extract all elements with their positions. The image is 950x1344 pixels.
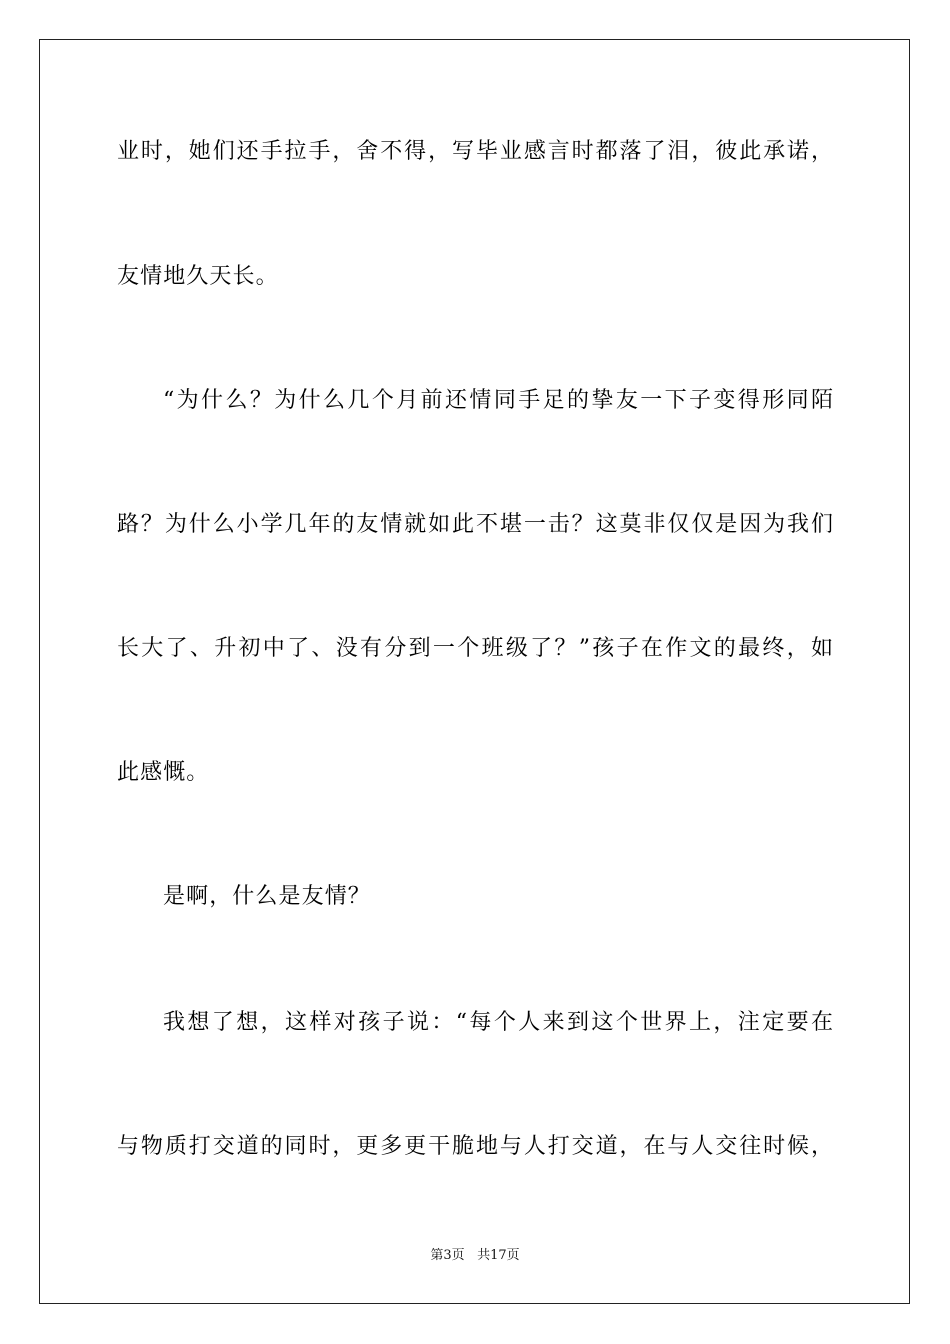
paragraph-line-1: 业时，她们还手拉手，舍不得，写毕业感言时都落了泪，彼此承诺， — [117, 139, 833, 164]
total-pages: 共17页 — [477, 1248, 520, 1263]
paragraph-line-5: 长大了、升初中了、没有分到一个班级了？”孩子在作文的最终，如 — [117, 636, 833, 661]
paragraph-line-6: 此感慨。 — [117, 760, 210, 785]
paragraph-line-4: 路？为什么小学几年的友情就如此不堪一击？这莫非仅仅是因为我们 — [117, 512, 833, 537]
page-footer — [0, 1248, 950, 1264]
page-border — [39, 39, 910, 1304]
paragraph-line-7: 是啊，什么是友情？ — [163, 884, 371, 909]
paragraph-line-8: 我想了想，这样对孩子说：“每个人来到这个世界上，注定要在 — [163, 1010, 833, 1035]
page-number: 第3页 — [430, 1248, 465, 1263]
paragraph-line-9: 与物质打交道的同时，更多更干脆地与人打交道，在与人交往时候， — [117, 1134, 833, 1159]
paragraph-line-2: 友情地久天长。 — [117, 264, 279, 289]
paragraph-line-3: “为什么？为什么几个月前还情同手足的挚友一下子变得形同陌 — [163, 388, 833, 413]
